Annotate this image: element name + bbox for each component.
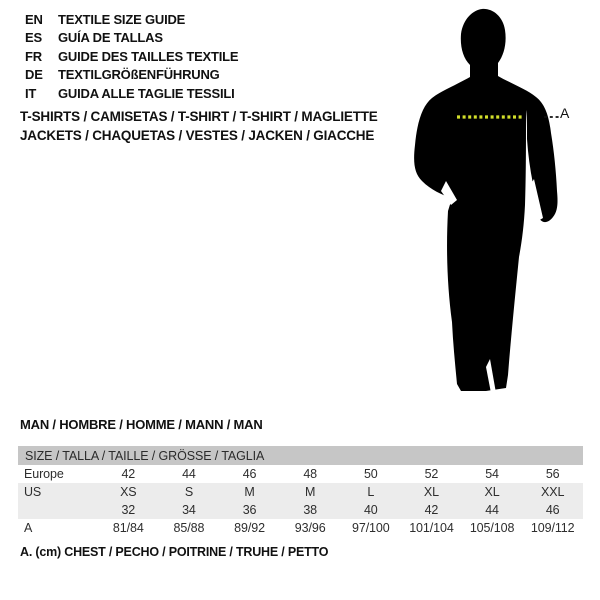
language-text: GUIDA ALLE TAGLIE TESSILI xyxy=(58,85,235,101)
size-value: 56 xyxy=(545,467,560,481)
footnote-chest: A. (cm) CHEST / PECHO / POITRINE / TRUHE / PETTO xyxy=(20,545,329,559)
language-text: TEXTILE SIZE GUIDE xyxy=(58,12,186,27)
man-silhouette-svg xyxy=(398,5,578,397)
size-value: 105/108 xyxy=(469,521,515,535)
size-table xyxy=(18,446,583,537)
size-value: XS xyxy=(98,483,159,501)
size-value: 44 xyxy=(462,501,523,519)
size-value: 46 xyxy=(242,467,257,481)
size-value: 36 xyxy=(219,501,280,519)
category-jackets: JACKETS / CHAQUETAS / VESTES / JACKEN / GIACCHE xyxy=(20,128,375,143)
row-label: US xyxy=(18,483,98,501)
size-value: 40 xyxy=(341,501,402,519)
size-value: M xyxy=(280,483,341,501)
table-row-chest-a xyxy=(18,519,583,537)
size-value: 81/84 xyxy=(112,521,144,535)
language-row xyxy=(25,11,238,29)
language-text: TEXTILGRÖßENFÜHRUNG xyxy=(58,67,220,83)
language-row xyxy=(25,66,238,84)
size-value: XXL xyxy=(522,483,583,501)
size-value: 85/88 xyxy=(173,521,205,535)
language-text: GUIDE DES TAILLES TEXTILE xyxy=(58,48,239,64)
size-value: XL xyxy=(401,483,462,501)
language-row xyxy=(25,48,238,66)
category-tshirts: T-SHIRTS / CAMISETAS / T-SHIRT / T-SHIRT / MAGLIETTE xyxy=(20,109,378,124)
language-row xyxy=(25,29,238,47)
language-code: IT xyxy=(25,85,37,101)
size-value: 42 xyxy=(401,501,462,519)
size-value: 32 xyxy=(98,501,159,519)
size-table-grid xyxy=(18,446,583,537)
language-row xyxy=(25,85,238,103)
row-label: Europe xyxy=(24,467,64,481)
size-value: 89/92 xyxy=(234,521,265,535)
size-value: 38 xyxy=(280,501,341,519)
row-label: A xyxy=(24,521,33,535)
section-title-man: MAN / HOMBRE / HOMME / MANN / MAN xyxy=(20,417,263,432)
language-list xyxy=(25,11,238,103)
language-code: EN xyxy=(25,12,43,27)
size-value: 97/100 xyxy=(351,521,390,535)
size-value: L xyxy=(341,483,402,501)
measure-label-a: A xyxy=(560,105,570,121)
size-value: 52 xyxy=(424,467,439,481)
language-code: FR xyxy=(25,48,42,64)
size-value: S xyxy=(159,483,220,501)
size-value: 46 xyxy=(522,501,583,519)
size-value: 54 xyxy=(485,467,499,481)
size-value: 42 xyxy=(121,467,136,481)
table-row-us-numeric xyxy=(18,501,583,519)
language-code: ES xyxy=(25,30,42,46)
size-value: 44 xyxy=(182,467,196,481)
language-code: DE xyxy=(25,67,43,83)
size-value: 48 xyxy=(303,467,318,481)
size-value: 50 xyxy=(363,467,378,481)
man-silhouette-figure xyxy=(398,5,578,397)
table-header-label: SIZE / TALLA / TAILLE / GRÖSSE / TAGLIA xyxy=(18,446,583,465)
size-value: 93/96 xyxy=(294,521,326,535)
row-label xyxy=(18,501,98,519)
language-text: GUÍA DE TALLAS xyxy=(58,30,163,46)
table-row-us xyxy=(18,483,583,501)
size-value: 34 xyxy=(159,501,220,519)
category-list xyxy=(20,107,378,145)
size-value: 101/104 xyxy=(409,521,454,535)
size-value: M xyxy=(219,483,280,501)
table-header-row xyxy=(18,446,583,465)
table-row-europe xyxy=(18,465,583,483)
size-value: XL xyxy=(462,483,523,501)
size-value: 109/112 xyxy=(530,521,575,535)
